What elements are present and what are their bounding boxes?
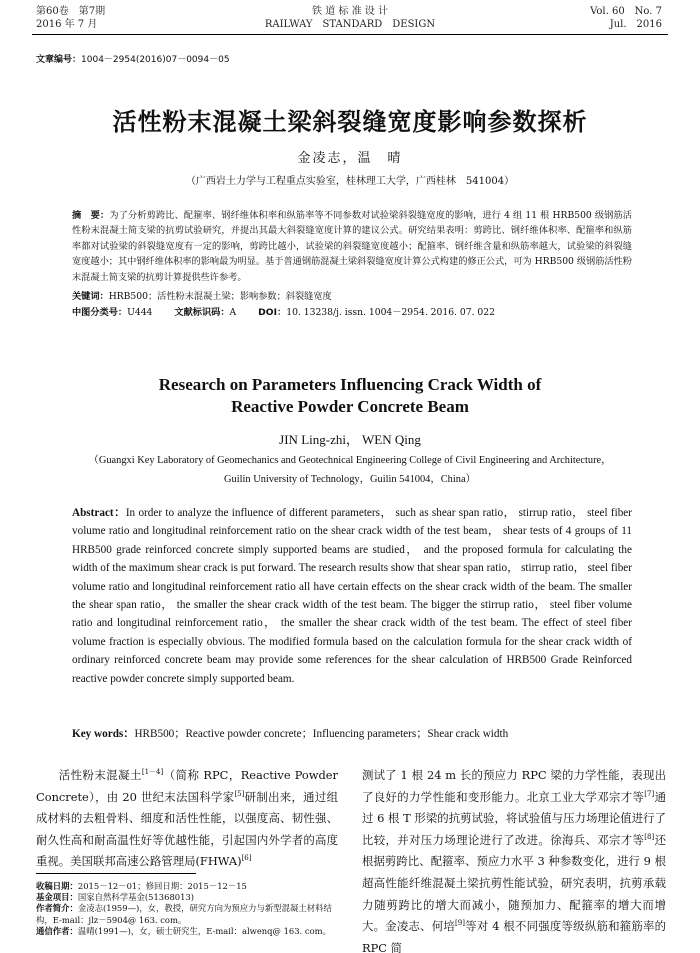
volume-en: Vol. 60 No. 7 — [590, 6, 662, 17]
paper-title-cn: 活性粉末混凝土梁斜裂缝宽度影响参数探析 — [112, 107, 588, 136]
authors-en: JIN Ling-zhi， WEN Qing — [279, 432, 421, 447]
abstract-cn — [72, 208, 632, 285]
paper-title-en — [0, 374, 700, 418]
citation: [5] — [234, 789, 245, 798]
journal-name-cn: 铁 道 标 准 设 计 — [312, 6, 388, 17]
footnote-label: 收稿日期： — [36, 881, 78, 891]
article-number — [36, 52, 230, 65]
clc-label: 中图分类号： — [72, 307, 128, 318]
clc-value: U444 — [127, 307, 153, 318]
paper-title-en-line2: Reactive Powder Concrete Beam — [231, 397, 469, 416]
citation: [8] — [644, 832, 655, 841]
citation: [6] — [241, 854, 252, 863]
footnote-label: 基金项目： — [36, 892, 78, 903]
body-left-column — [36, 765, 338, 873]
abstract-cn-text: 为了分析剪跨比、配箍率、钢纤维体积率和纵筋率等不同参数对试验梁斜裂缝宽度的影响，进行 4 组 11 根 HRB500 级钢筋活性粉末混凝土简支梁的抗剪试验研究，并提出其最大斜裂缝宽度计算的建议公式。研究结果表明：剪跨比、钢纤维体积率、配箍率和纵筋率都对试验梁的斜裂缝宽度有一定的影响，剪跨比越小，试验梁的斜裂缝宽度越小；配箍率、钢纤维含量和纵筋率越大，试验梁的斜裂缝宽度越小；其中钢纤维体积率的影响最为明显。基于普通钢筋混凝土梁斜裂缝宽度计算公式构建的修正公式，可为 HRB500 级钢筋活性粉末混凝土简支梁的抗剪计算提供些许参考。 — [72, 210, 632, 283]
citation: [7] — [644, 789, 655, 798]
keywords-cn — [72, 289, 632, 304]
body-text: 还根据剪跨比、配箍率、预应力水平 3 种参数变化，进行 9 根超高性能纤维混凝土梁抗剪性能试验，研究表明，抗剪承载力随剪跨比的增大而减小，随预加力、配箍率的增大而增大。金凌志、何培 — [362, 832, 666, 934]
article-number-value: 1004－2954(2016)07－0094－05 — [81, 55, 230, 65]
citation: [9] — [455, 919, 465, 928]
affiliation-en-line2: Guilin University of Technology，Guilin 541004，China） — [224, 474, 476, 485]
abstract-cn-label: 摘 要： — [72, 210, 110, 221]
doc-code-label: 文献标识码： — [174, 307, 230, 318]
doi-label: DOI： — [258, 307, 287, 318]
doc-code-value: A — [229, 307, 237, 318]
paper-title-en-line1: Research on Parameters Influencing Crack Width of — [158, 375, 542, 394]
footnote-rule — [36, 873, 196, 874]
footnote-label: 作者简介： — [36, 903, 78, 914]
footnote-text: 国家自然科学基金(51368013) — [77, 892, 195, 903]
citation: [1－4] — [141, 768, 164, 777]
body-text: （简称 RPC，Reactive Powder Concrete），由 20 世纪末法国科学家 — [36, 768, 338, 804]
running-header-right — [590, 5, 662, 31]
keywords-en-text: HRB500；Reactive powder concrete；Influencing parameters；Shear crack width — [134, 728, 509, 740]
affiliation-en-line1: （Guangxi Key Laboratory of Geomechanics and Geotechnical Engineering College of Civil Engineering and Architecture， — [88, 455, 612, 466]
intro-paragraph — [36, 765, 338, 873]
footnote-text: 2015－12－01；修回日期：2015－12－15 — [77, 881, 247, 891]
footnote-label: 通信作者： — [36, 925, 78, 936]
footnote-text: 温晴(1991—)，女，硕士研究生，E-mail：alwenq@ 163. com。 — [77, 925, 331, 936]
header-rule — [32, 34, 668, 35]
body-text: 通过 6 根 T 形梁的抗剪试验，将试验值与压力场理论值进行了比较，并对压力场理论进行了改进。徐海兵、邓宗才等 — [362, 789, 666, 847]
volume-cn: 第60卷 第7期 — [36, 6, 106, 17]
article-number-label: 文章编号： — [36, 55, 82, 65]
journal-name-en: RAILWAY STANDARD DESIGN — [264, 19, 436, 30]
keywords-cn-label: 关键词： — [72, 291, 109, 302]
affiliation-en — [0, 451, 700, 489]
abstract-en-label: Abstract： — [72, 507, 126, 519]
body-right-column — [362, 765, 666, 953]
keywords-en — [72, 725, 632, 741]
date-en: Jul. 2016 — [609, 19, 662, 30]
body-text: 活性粉末混凝土 — [58, 768, 142, 782]
classification-line — [72, 305, 632, 320]
abstract-en — [72, 504, 632, 688]
authors-cn: 金凌志，温 晴 — [297, 151, 403, 166]
footnote-dates — [36, 881, 342, 892]
doi-value: 10. 13238/j. issn. 1004－2954. 2016. 07. 022 — [286, 307, 495, 318]
footnote-corresponding — [36, 926, 342, 937]
footnote-text: 金凌志(1959—)，女，教授，研究方向为预应力与新型混凝土材料结构，E-mail：jlz－5904@ 163. com。 — [36, 903, 332, 925]
body-text: 测试了 1 根 24 m 长的预应力 RPC 梁的力学性能，表现出了良好的力学性能和变形能力。北京工业大学邓宗才等 — [362, 768, 666, 804]
keywords-cn-text: HRB500；活性粉末混凝土梁；影响参数；斜裂缝宽度 — [108, 291, 332, 302]
footnote — [36, 881, 342, 937]
body-text: 研制出来，通过组成材料的去粗骨料、细度和活性性能，以强度高、韧性强、耐久性高和耐高温性好等优越性能，引起国内外学者的高度重视。美国联邦高速公路管理局(FHWA) — [36, 789, 338, 869]
keywords-en-label: Key words： — [72, 728, 135, 740]
body-text: 等对 4 根不同强度等级纵筋和箍筋率的 RPC 简 — [362, 919, 666, 953]
affiliation-cn: （广西岩土力学与工程重点实验室，桂林理工大学，广西桂林 541004） — [185, 176, 515, 187]
continued-paragraph — [362, 765, 666, 953]
date-cn: 2016 年 7 月 — [36, 19, 98, 30]
abstract-en-text: In order to analyze the influence of different parameters， such as shear span ratio， stirrup ratio， steel fiber volume ratio and longitudinal reinforcement ratio on the shear crack width of the test beam， shear tests of 4 groups of 11 HRB500 grade reinforced concrete simply supported beams are studied， and the proposed formula for calculating the width of the maximum shear crack is put forward. The research results show that shear span ratio， stirrup ratio， steel fiber volume ratio and longitudinal reinforcement ratio all have certain effects on the shear crack width of the beam. The smaller the shear span ratio， the smaller the shear crack width of the test beam. The bigger the stirrup ratio， steel fiber volume ratio and longitudinal reinforcement ratio， the smaller the shear crack width of the test beam. The effect of steel fiber volume fraction is especially obvious. The modified formula based on the calculation formula for the shear crack width of ordinary reinforced concrete beam may provide some references for the shear calculation of HRB500 Grade Reinforced reactive powder concrete simply supported beam. — [72, 507, 632, 685]
footnote-author — [36, 903, 342, 925]
footnote-fund — [36, 892, 342, 903]
